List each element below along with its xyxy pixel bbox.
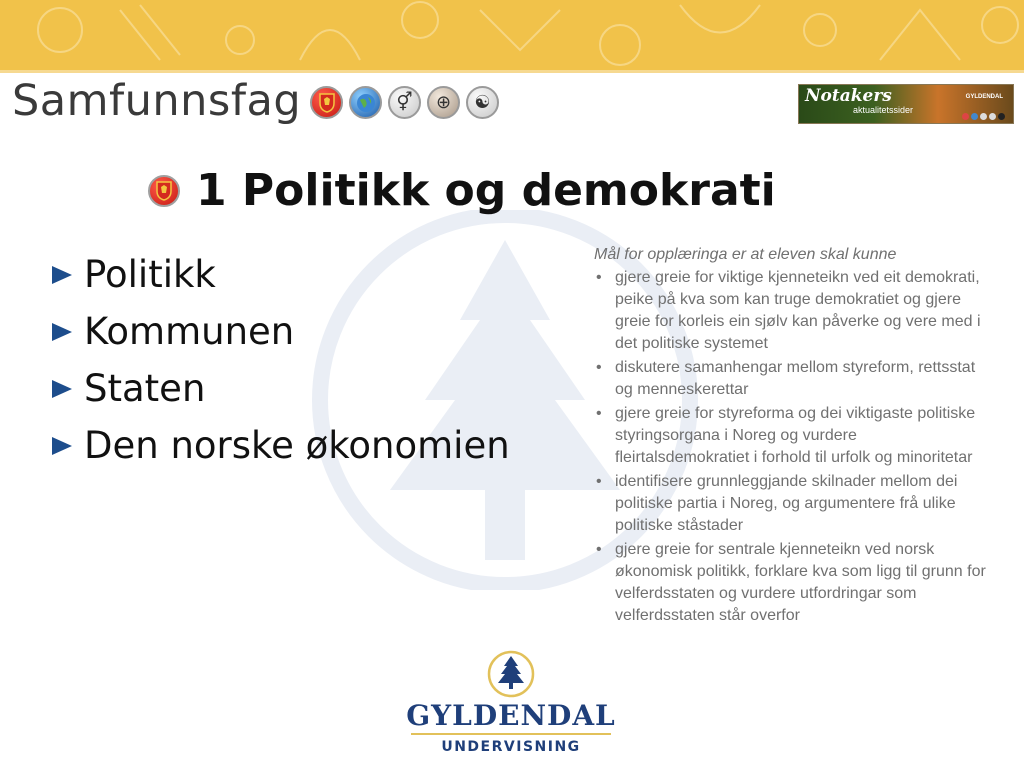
goals-intro: Mål for opplæringa er at eleven skal kunne — [594, 246, 897, 263]
goal-item: • diskutere samanhengar mellom styreform, rettsstat og menneskerettar — [594, 357, 994, 401]
header-doodle-pattern — [0, 0, 1024, 70]
goal-item: • gjere greie for sentrale kjenneteikn ved norsk økonomisk politikk, forklare kva som ligg til grunn for velferdsstaten og vurdere utfordringar som velferdsstaten står overfor — [594, 539, 994, 627]
arrow-bullet-icon — [52, 380, 72, 398]
goals-list — [594, 267, 994, 627]
arrow-bullet-icon — [52, 437, 72, 455]
logo-divider — [411, 733, 611, 735]
coat-of-arms-icon — [148, 175, 180, 207]
learning-goals — [594, 244, 994, 629]
notakers-subtitle: aktualitetssider — [853, 105, 914, 115]
yin-yang-icon: ☯ — [466, 86, 499, 119]
notakers-publisher: GYLDENDAL — [965, 94, 1003, 100]
list-item — [52, 360, 510, 417]
topic-label: Kommunen — [84, 310, 295, 353]
list-item — [52, 417, 510, 474]
gyldendal-sub: UNDERVISNING — [441, 739, 581, 755]
topic-label: Den norske økonomien — [84, 424, 510, 467]
slide-title: 1 Politikk og demokrati — [196, 165, 776, 216]
compass-icon: ⊕ — [427, 86, 460, 119]
list-item — [52, 246, 510, 303]
notakers-badge-dots — [962, 113, 1005, 120]
tree-logo-icon — [483, 650, 539, 698]
slide-title-row — [148, 165, 776, 216]
topic-list — [52, 246, 510, 474]
header-divider — [0, 70, 1024, 73]
subject-title: Samfunnsfag — [12, 76, 302, 126]
goal-item: • gjere greie for styreforma og dei viktigaste politiske styringsorgana i Noreg og vurdere fleirtalsdemokratiet i forhold til urfolk og minoritetar — [594, 403, 994, 469]
arrow-bullet-icon — [52, 323, 72, 341]
goal-item: • identifisere grunnleggjande skilnader mellom dei politiske partia i Noreg, og argumentere frå ulike politiske ståstader — [594, 471, 994, 537]
topic-label: Politikk — [84, 253, 216, 296]
gender-symbol-icon: ⚥ — [388, 86, 421, 119]
subject-badges — [310, 86, 499, 119]
gyldendal-name: GYLDENDAL — [406, 699, 616, 732]
list-item — [52, 303, 510, 360]
topic-label: Staten — [84, 367, 206, 410]
globe-icon — [349, 86, 382, 119]
coat-of-arms-icon — [310, 86, 343, 119]
header-band — [0, 0, 1024, 70]
arrow-bullet-icon — [52, 266, 72, 284]
gyldendal-logo — [405, 650, 617, 762]
notakers-logo[interactable] — [798, 84, 1014, 124]
notakers-title: Notakers — [805, 86, 892, 106]
goal-item: • gjere greie for viktige kjenneteikn ved eit demokrati, peike på kva som kan truge demokratiet og gjere greie for korleis ein sjølv kan påverke og vere med i det politiske systemet — [594, 267, 994, 355]
